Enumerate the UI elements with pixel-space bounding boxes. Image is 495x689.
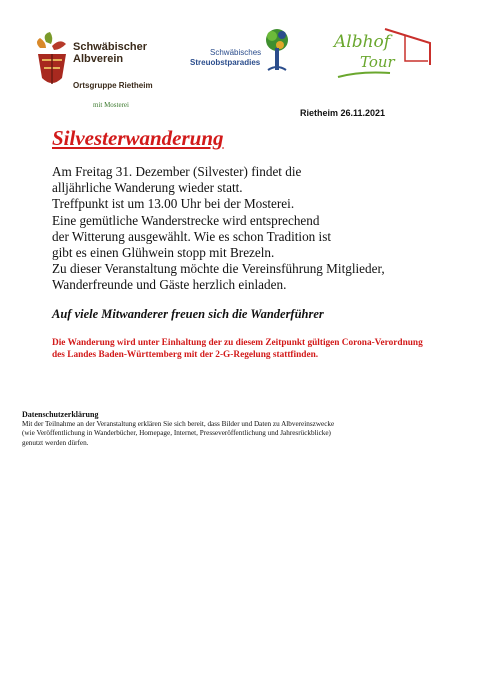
albverein-group: Ortsgruppe Rietheim xyxy=(73,81,153,90)
streuobst-line1: Schwäbisches xyxy=(210,48,262,57)
albverein-sub: mit Mosterei xyxy=(93,101,129,109)
body-line: gibt es einen Glühwein stopp mit Brezeln. xyxy=(52,245,275,261)
body-line: alljährliche Wanderung wieder statt. xyxy=(52,180,243,196)
body-line: Wanderfreunde und Gäste herzlich einladen. xyxy=(52,277,287,293)
body-line: der Witterung ausgewählt. Wie es schon Tradition ist xyxy=(52,228,332,244)
date-line: Rietheim 26.11.2021 xyxy=(300,108,386,118)
albhof-tour-logo xyxy=(330,25,440,80)
streuobst-line2: Streuobstparadies xyxy=(190,58,261,67)
corona-line: Die Wanderung wird unter Einhaltung der zu diesem Zeitpunkt gültigen Corona-Verordnung xyxy=(52,338,423,348)
body-line: Zu dieser Veranstaltung möchte die Vereinsführung Mitglieder, xyxy=(52,261,385,277)
page-title: Silvesterwanderung xyxy=(52,126,224,150)
tagline: Auf viele Mitwanderer freuen sich die Wanderführer xyxy=(52,307,324,321)
corona-line: des Landes Baden-Württemberg mit der 2-G-Regelung stattfinden. xyxy=(52,350,319,360)
body-line: Eine gemütliche Wanderstrecke wird entsprechend xyxy=(52,212,320,228)
privacy-title: Datenschutzerklärung xyxy=(22,410,99,419)
body-line: Am Freitag 31. Dezember (Silvester) findet die xyxy=(52,164,302,179)
privacy-line: genutzt werden dürfen. xyxy=(22,438,89,447)
body-line: Treffpunkt ist um 13.00 Uhr bei der Mosterei. xyxy=(52,196,295,212)
privacy-line: Mit der Teilnahme an der Veranstaltung erklären Sie sich bereit, dass Bilder und Daten zu Albvereinszwecke xyxy=(22,420,335,428)
corona-notice xyxy=(52,337,472,361)
streuobst-tree-icon xyxy=(262,26,292,76)
albhof-line1: Albhof xyxy=(334,32,391,52)
body-text xyxy=(52,164,432,294)
privacy-text xyxy=(22,420,462,448)
privacy-line: (wie Veröffentlichung in Wanderbücher, Homepage, Internet, Presseveröffentlichung und Jahresrückblicke) xyxy=(22,429,331,438)
albverein-name: Schwäbischer Albverein xyxy=(73,41,147,65)
albhof-line2: Tour xyxy=(360,53,395,71)
